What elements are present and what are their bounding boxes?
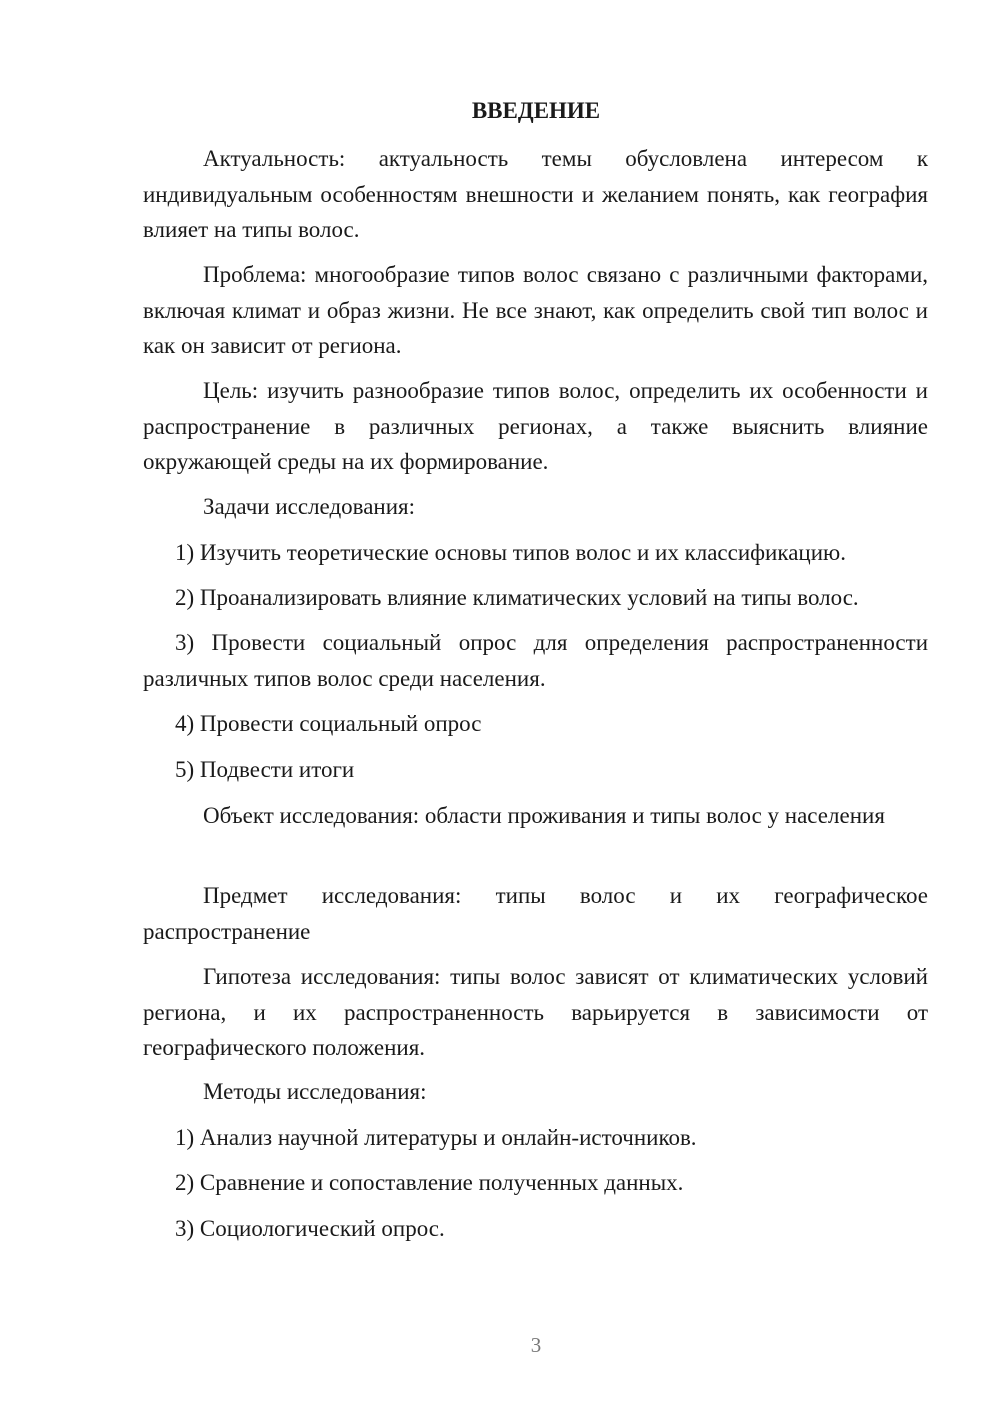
method-item-3: 3) Социологический опрос.: [175, 1216, 445, 1241]
object-paragraph: Объект исследования: области проживания и типы волос у населения: [203, 803, 885, 828]
problem-paragraph: Проблема: многообразие типов волос связано с различными факторами, включая климат и образ жизни. Не все знают, как определить свой тип волос и как он зависит от региона.: [143, 262, 928, 358]
task-item-3: 3) Провести социальный опрос для определения распространенности различных типов волос среди населения.: [143, 630, 928, 691]
task-item-4: 4) Провести социальный опрос: [175, 711, 482, 736]
methods-heading: Методы исследования:: [203, 1079, 427, 1104]
subject-paragraph: Предмет исследования: типы волос и их географическое распространение: [143, 883, 928, 944]
section-title: ВВЕДЕНИЕ: [471, 98, 601, 123]
tasks-heading: Задачи исследования:: [203, 494, 416, 519]
page-number: 3: [530, 1333, 542, 1357]
method-item-2: 2) Сравнение и сопоставление полученных данных.: [175, 1170, 684, 1195]
goal-paragraph: Цель: изучить разнообразие типов волос, определить их особенности и распространение в различных регионах, а также выяснить влияние окружающей среды на их формирование.: [143, 378, 928, 474]
hypothesis-paragraph: Гипотеза исследования: типы волос зависят от климатических условий региона, и их распространенность варьируется в зависимости от географического положения.: [143, 964, 928, 1060]
relevance-paragraph: Актуальность: актуальность темы обусловлена интересом к индивидуальным особенностям внешности и желанием понять, как география влияет на типы волос.: [143, 146, 928, 242]
method-item-1: 1) Анализ научной литературы и онлайн-источников.: [175, 1125, 697, 1150]
task-item-1: 1) Изучить теоретические основы типов волос и их классификацию.: [175, 540, 846, 565]
task-item-2: 2) Проанализировать влияние климатических условий на типы волос.: [175, 585, 859, 610]
task-item-5: 5) Подвести итоги: [175, 757, 355, 782]
